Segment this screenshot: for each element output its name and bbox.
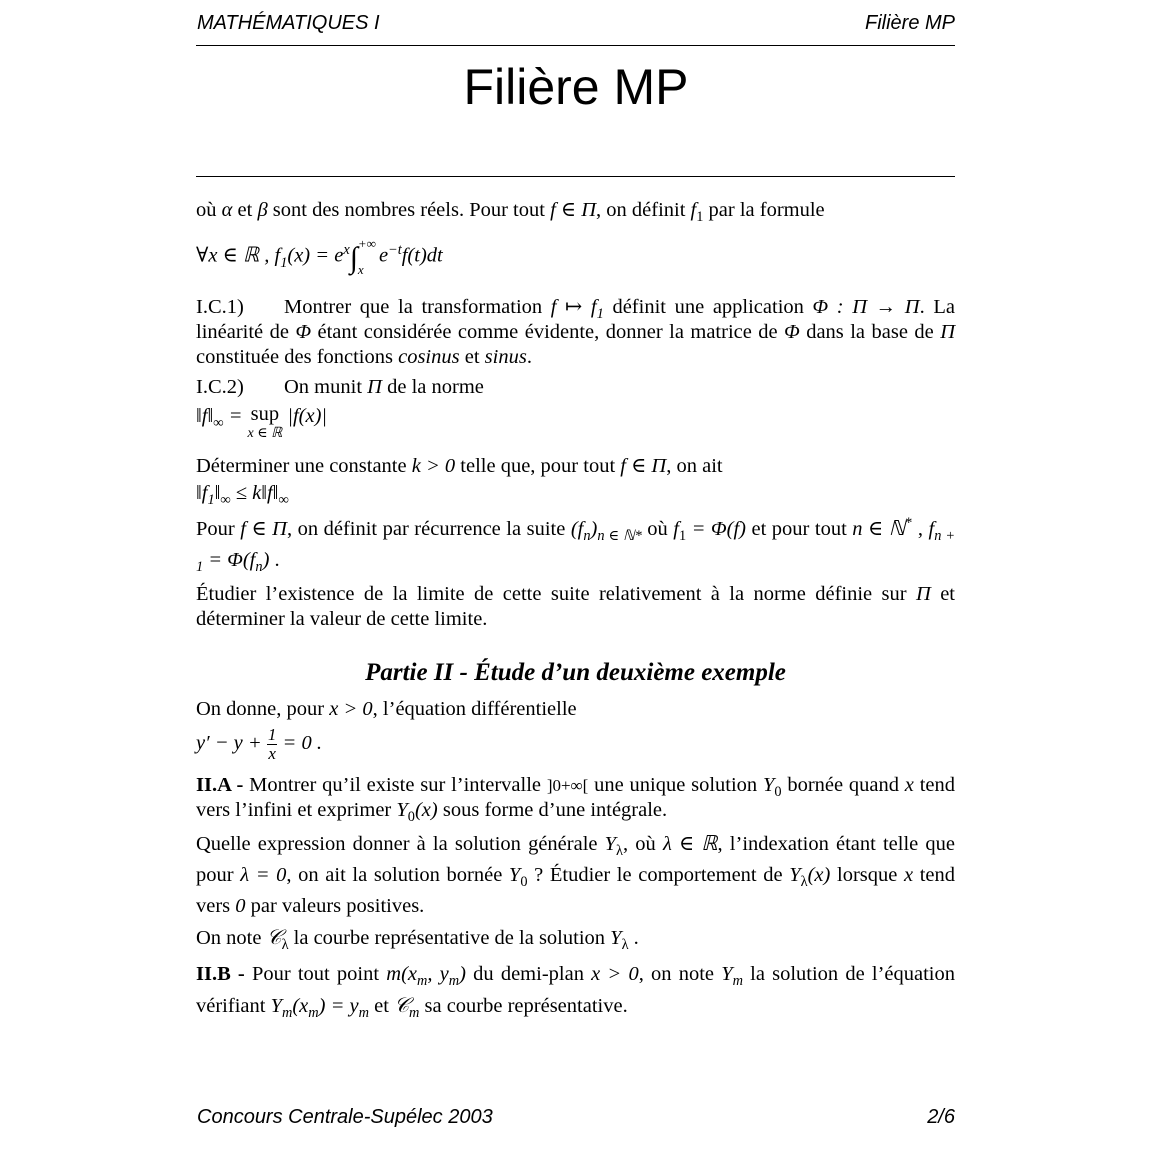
question-iia: II.A - Montrer qu’il existe sur l’intervalle ]0+∞[ une unique solution $Y_0$ bornée quand x tend vers l’infini et exprimer $Y_0(x)$ sous forme d’une intégrale.	[196, 774, 955, 826]
main-content	[196, 198, 955, 1022]
footer-page-number: 2/6	[927, 1106, 955, 1128]
question-iib: II.B - Pour tout point $m(x_m$, $y_m$) du demi-plan x > 0, on note $Y_m$ la solution de l’équation vérifiant $Y_m(x_m) = y_m$ et 𝒞$_m$ sa courbe représentative.	[196, 963, 956, 1022]
formula-norm: $‖f‖_\infty$ = sup x ∈ ℝ |f(x)|	[196, 403, 328, 441]
formula-ode: y′ − y + $\frac{1}{x}$ = 0 .	[196, 725, 322, 763]
determine-paragraph: Déterminer une constante k > 0 telle que, pour tout f ∈ Π, on ait	[196, 455, 723, 477]
curve-note: On note 𝒞$_\lambda$ la courbe représentative de la solution $Y_\lambda$ .	[196, 925, 639, 954]
header-left: MATHÉMATIQUES I	[197, 12, 380, 34]
ode-intro: On donne, pour x > 0, l’équation différentielle	[196, 698, 577, 720]
intro-paragraph: où α et β sont des nombres réels. Pour tout f ∈ Π, on définit $f_1$ par la formule	[196, 199, 825, 226]
formula-f1: ∀x ∈ ℝ , $f_1(x) = e^x\int$ +∞ x $e^{-t}f(t)dt$	[196, 236, 443, 277]
formula-inequality: $‖f_1‖_\infty$ ≤ $k‖f‖_\infty$	[196, 482, 289, 509]
header-right: Filière MP	[864, 12, 955, 34]
study-paragraph: Étudier l’existence de la limite de cette suite relativement à la norme définie sur Π et déterminer la valeur de cette limite.	[196, 583, 955, 630]
title-rule	[196, 176, 955, 177]
question-ic2: I.C.2) On munit Π de la norme	[196, 376, 484, 398]
footer-left: Concours Centrale-Supélec 2003	[197, 1106, 493, 1128]
page-title: Filière MP	[463, 59, 689, 115]
question-ic1: I.C.1) Montrer que la transformation f ↦ $f_1$ définit une application Φ : Π → Π. La linéarité de Φ étant considérée comme évidente, donner la matrice de Φ dans la base de Π constituée des fonctions cosinus et sinus.	[196, 296, 956, 368]
general-solution-paragraph: Quelle expression donner à la solution générale $Y_\lambda$, où λ ∈ ℝ, l’indexation étant telle que pour λ = 0, on ait la solution bornée $Y_0$ ? Étudier le comportement de $Y_\lambda(x)$ lorsque x tend vers 0 par valeurs positives.	[196, 833, 956, 917]
part-ii-heading: Partie II - Étude d’un deuxième exemple	[365, 659, 786, 686]
recurrence-paragraph: Pour f ∈ Π, on définit par récurrence la suite $(f_n)_{n \in ℕ*}$ où $f_1 = \Phi(f)$ et pour tout n ∈ ℕ* , $f_{n + 1} = \Phi(f_n)$ .	[196, 515, 956, 576]
header-rule	[196, 45, 955, 46]
